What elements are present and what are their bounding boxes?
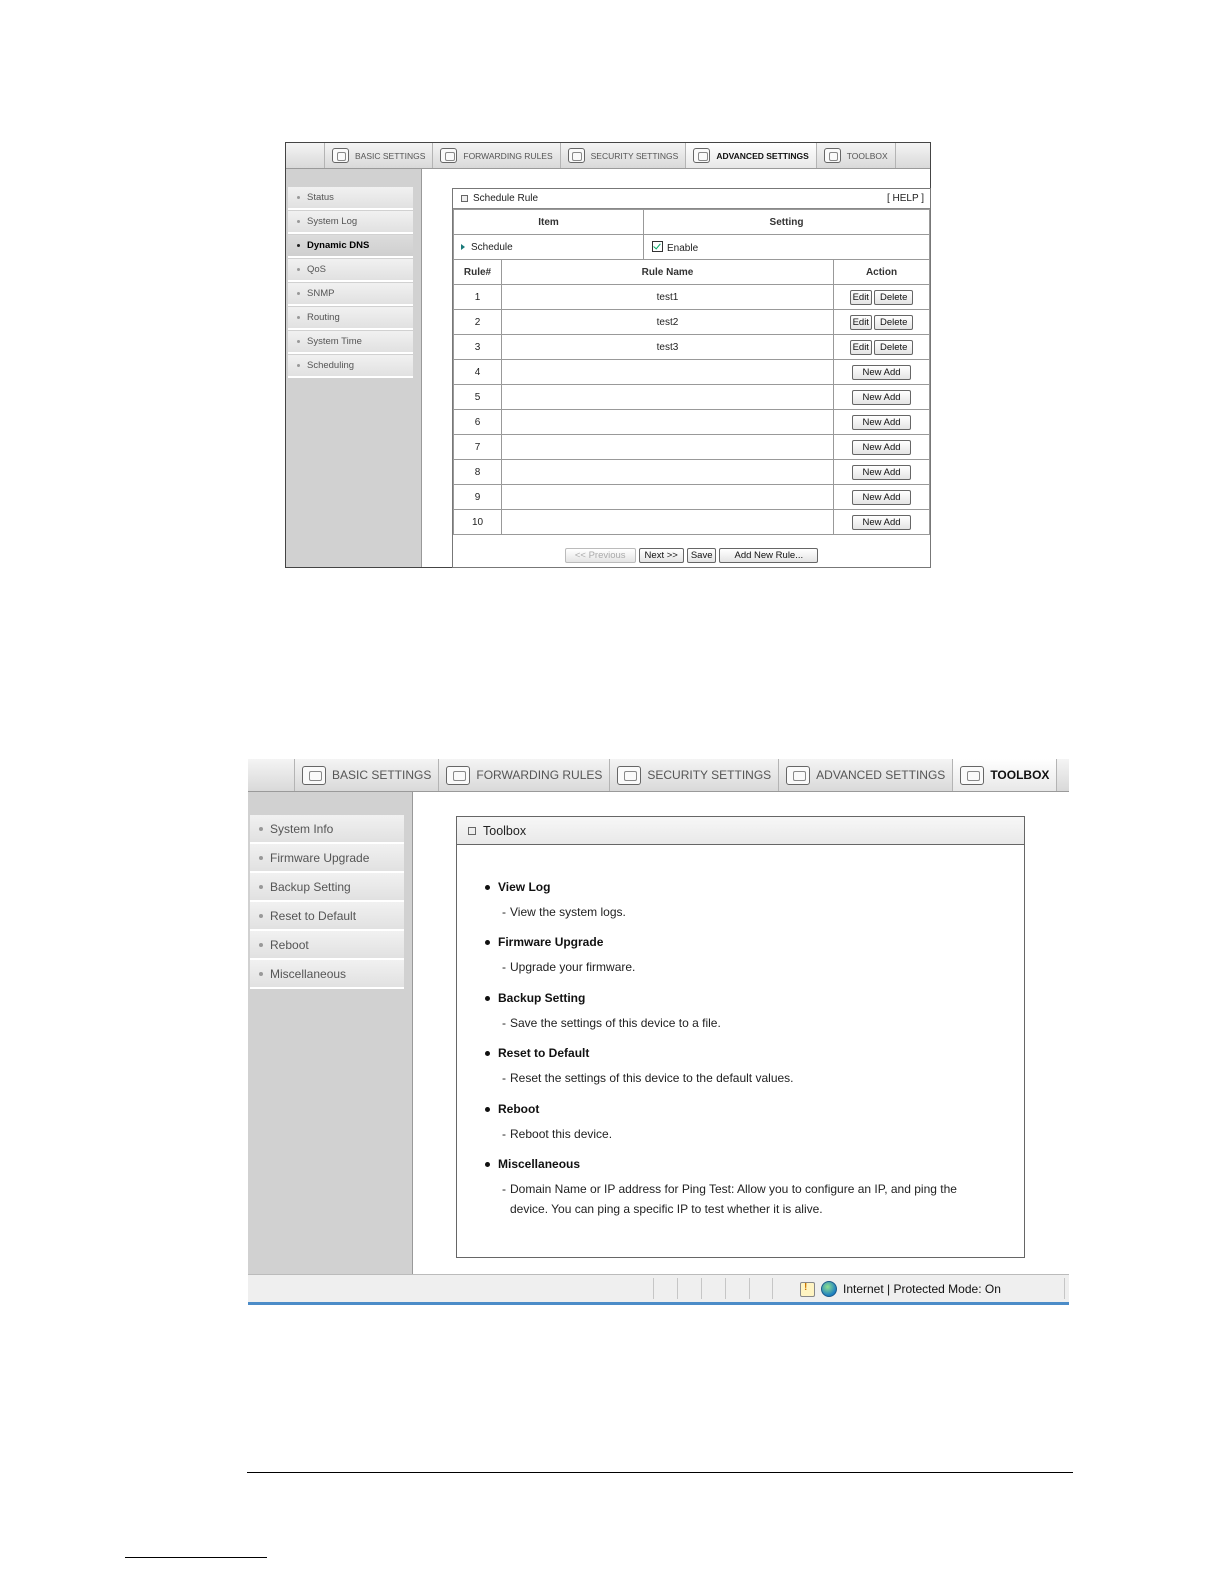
delete-button[interactable]: Delete bbox=[874, 290, 913, 305]
sidebar-item-label: QoS bbox=[307, 264, 327, 275]
tab-label: TOOLBOX bbox=[846, 150, 888, 161]
bullet-icon bbox=[485, 1051, 490, 1056]
table-row bbox=[454, 335, 930, 360]
rule-name bbox=[502, 510, 834, 535]
status-divider bbox=[701, 1278, 702, 1299]
item-description: - Domain Name or IP address for Ping Test: Allow you to configure an IP, and ping the device. You can ping a specific IP to test whether it is alive. bbox=[502, 1182, 957, 1216]
sidebar-item-snmp[interactable] bbox=[288, 283, 413, 306]
bullet-icon bbox=[485, 1162, 490, 1167]
list-item bbox=[485, 935, 994, 977]
action-cell bbox=[834, 435, 930, 460]
table-row bbox=[454, 385, 930, 410]
edit-button[interactable]: Edit bbox=[850, 290, 872, 305]
new-add-button[interactable]: New Add bbox=[852, 515, 910, 530]
rule-number-header: Rule# bbox=[454, 260, 502, 285]
reboot-link[interactable] bbox=[485, 1102, 994, 1116]
action-cell bbox=[834, 485, 930, 510]
top-tab-bar bbox=[286, 143, 930, 169]
browser-status-bar bbox=[248, 1274, 1069, 1305]
bullet-icon bbox=[259, 856, 263, 860]
rule-number: 8 bbox=[454, 460, 502, 485]
rule-name bbox=[502, 385, 834, 410]
table-row bbox=[454, 485, 930, 510]
sidebar-item-reboot[interactable] bbox=[250, 931, 404, 960]
notebook-icon bbox=[302, 766, 326, 785]
tab-label: BASIC SETTINGS bbox=[355, 150, 426, 161]
edit-button[interactable]: Edit bbox=[850, 340, 872, 355]
delete-button[interactable]: Delete bbox=[874, 315, 913, 330]
bullet-icon bbox=[297, 364, 300, 367]
chart-icon bbox=[693, 148, 710, 163]
rule-name: test2 bbox=[502, 310, 834, 335]
item-description-text: Upgrade your firmware. bbox=[510, 960, 636, 974]
tab-basic-settings[interactable] bbox=[324, 143, 433, 168]
status-divider bbox=[1064, 1278, 1065, 1299]
item-description: - Upgrade your firmware. bbox=[502, 960, 636, 974]
tab-label: TOOLBOX bbox=[990, 768, 1050, 782]
rule-name bbox=[502, 360, 834, 385]
item-title: View Log bbox=[498, 880, 551, 894]
bullet-icon bbox=[297, 316, 300, 319]
miscellaneous-link[interactable] bbox=[485, 1157, 994, 1171]
tab-basic-settings[interactable] bbox=[294, 759, 439, 791]
previous-button[interactable]: << Previous bbox=[565, 548, 636, 563]
sidebar-item-system-time[interactable] bbox=[288, 331, 413, 354]
toolbox-panel bbox=[456, 816, 1025, 1258]
status-divider bbox=[677, 1278, 678, 1299]
next-button[interactable]: Next >> bbox=[639, 548, 684, 563]
new-add-button[interactable]: New Add bbox=[852, 440, 910, 455]
list-item bbox=[485, 880, 994, 922]
new-add-button[interactable]: New Add bbox=[852, 490, 910, 505]
item-header: Item bbox=[454, 210, 644, 235]
sidebar-item-label: System Info bbox=[270, 821, 334, 836]
rule-name-header: Rule Name bbox=[502, 260, 834, 285]
status-divider bbox=[653, 1278, 654, 1299]
sidebar-item-label: Backup Setting bbox=[270, 879, 351, 894]
square-bullet-icon bbox=[461, 195, 468, 202]
tab-label: SECURITY SETTINGS bbox=[647, 768, 772, 782]
gear-icon bbox=[960, 766, 984, 785]
tab-forwarding-rules[interactable] bbox=[433, 143, 560, 168]
list-item bbox=[485, 1157, 994, 1219]
action-cell bbox=[834, 460, 930, 485]
bullet-icon bbox=[297, 196, 300, 199]
new-add-button[interactable]: New Add bbox=[852, 415, 910, 430]
table-row bbox=[454, 510, 930, 535]
tab-label: BASIC SETTINGS bbox=[332, 768, 432, 782]
schedule-item-table bbox=[453, 209, 930, 260]
sidebar-item-system-info[interactable] bbox=[250, 815, 404, 844]
action-cell bbox=[834, 335, 930, 360]
list-item bbox=[485, 1046, 994, 1088]
globe-icon bbox=[821, 1281, 837, 1297]
bullet-icon bbox=[485, 885, 490, 890]
new-add-button[interactable]: New Add bbox=[852, 465, 910, 480]
security-warning-icon bbox=[800, 1282, 815, 1297]
sidebar-item-backup-setting[interactable] bbox=[250, 873, 404, 902]
sidebar-item-label: Reboot bbox=[270, 937, 309, 952]
delete-button[interactable]: Delete bbox=[874, 340, 913, 355]
table-row bbox=[454, 285, 930, 310]
item-description-text: Save the settings of this device to a file. bbox=[510, 1016, 721, 1030]
sidebar-item-qos[interactable] bbox=[288, 259, 413, 282]
sidebar-item-dynamic-dns[interactable] bbox=[288, 235, 413, 258]
save-button[interactable]: Save bbox=[687, 548, 717, 563]
chart-icon bbox=[786, 766, 810, 785]
tab-advanced-settings[interactable] bbox=[686, 143, 816, 168]
list-item bbox=[485, 991, 994, 1033]
bullet-icon bbox=[297, 292, 300, 295]
schedule-label-cell bbox=[454, 235, 644, 260]
firmware-upgrade-link[interactable] bbox=[485, 935, 994, 949]
gear-icon bbox=[824, 148, 841, 163]
tab-label: FORWARDING RULES bbox=[476, 768, 603, 782]
item-description-text: Reboot this device. bbox=[510, 1127, 613, 1141]
enable-label: Enable bbox=[667, 242, 699, 254]
sidebar-item-label: Firmware Upgrade bbox=[270, 850, 370, 865]
item-description: - Reset the settings of this device to the default values. bbox=[502, 1071, 794, 1085]
zone-status-text: Internet | Protected Mode: On bbox=[843, 1282, 1001, 1296]
sidebar-item-reset-to-default[interactable] bbox=[250, 902, 404, 931]
sidebar-item-label: Routing bbox=[307, 312, 340, 323]
tab-forwarding-rules[interactable] bbox=[439, 759, 610, 791]
bullet-icon bbox=[485, 1107, 490, 1112]
item-title: Reset to Default bbox=[498, 1046, 590, 1060]
notebook-icon bbox=[332, 148, 349, 163]
bullet-icon bbox=[259, 972, 263, 976]
bullet-icon bbox=[485, 996, 490, 1001]
tab-advanced-settings[interactable] bbox=[779, 759, 953, 791]
pagination-bar bbox=[453, 548, 930, 563]
action-cell bbox=[834, 285, 930, 310]
arrow-right-icon bbox=[461, 244, 465, 250]
sidebar bbox=[248, 792, 413, 1275]
bullet-icon bbox=[259, 885, 263, 889]
rule-name bbox=[502, 435, 834, 460]
rule-name bbox=[502, 410, 834, 435]
rule-number: 7 bbox=[454, 435, 502, 460]
sidebar-item-label: System Time bbox=[307, 336, 362, 347]
rule-number: 5 bbox=[454, 385, 502, 410]
sidebar-item-scheduling[interactable] bbox=[288, 355, 413, 378]
tab-label: FORWARDING RULES bbox=[463, 150, 553, 161]
status-divider bbox=[772, 1278, 773, 1299]
tab-spacer bbox=[286, 143, 324, 168]
bullet-icon bbox=[259, 827, 263, 831]
bullet-icon bbox=[485, 940, 490, 945]
view-log-link[interactable] bbox=[485, 880, 994, 894]
toolbox-screenshot bbox=[248, 759, 1069, 1307]
rule-name: test1 bbox=[502, 285, 834, 310]
sidebar-item-firmware-upgrade[interactable] bbox=[250, 844, 404, 873]
backup-setting-link[interactable] bbox=[485, 991, 994, 1005]
panel-header bbox=[457, 817, 1024, 845]
tab-toolbox[interactable] bbox=[817, 143, 896, 168]
action-cell bbox=[834, 510, 930, 535]
table-row bbox=[454, 310, 930, 335]
item-description: - Save the settings of this device to a file. bbox=[502, 1016, 721, 1030]
shield-icon bbox=[617, 766, 641, 785]
new-add-button[interactable]: New Add bbox=[852, 365, 910, 380]
add-new-rule-button[interactable]: Add New Rule... bbox=[719, 548, 818, 563]
reset-to-default-link[interactable] bbox=[485, 1046, 994, 1060]
rule-name bbox=[502, 460, 834, 485]
action-cell bbox=[834, 310, 930, 335]
panel-header bbox=[453, 189, 930, 209]
rules-table bbox=[453, 259, 930, 535]
action-cell bbox=[834, 360, 930, 385]
rule-number: 9 bbox=[454, 485, 502, 510]
sidebar-item-status[interactable] bbox=[288, 187, 413, 210]
sidebar-item-label: Status bbox=[307, 192, 334, 203]
setting-header: Setting bbox=[644, 210, 930, 235]
sidebar-item-label: System Log bbox=[307, 216, 358, 227]
item-title: Firmware Upgrade bbox=[498, 935, 604, 949]
item-description-text: Reset the settings of this device to the default values. bbox=[510, 1071, 794, 1085]
tab-label: ADVANCED SETTINGS bbox=[816, 768, 946, 782]
bullet-icon bbox=[297, 220, 300, 223]
schedule-rule-panel bbox=[452, 188, 931, 568]
sidebar-item-label: SNMP bbox=[307, 288, 335, 299]
panel-title: Toolbox bbox=[483, 823, 527, 838]
sidebar-item-system-log[interactable] bbox=[288, 211, 413, 234]
tab-toolbox[interactable] bbox=[953, 759, 1057, 791]
arrows-icon bbox=[446, 766, 470, 785]
rule-number: 1 bbox=[454, 285, 502, 310]
tab-spacer bbox=[248, 759, 294, 791]
item-description-text: Domain Name or IP address for Ping Test: Allow you to configure an IP, and ping the device. You can ping a specific IP to test whether it is alive. bbox=[510, 1182, 957, 1216]
shield-icon bbox=[568, 148, 585, 163]
panel-title: Schedule Rule bbox=[473, 193, 539, 204]
status-divider bbox=[725, 1278, 726, 1299]
footnote-rule bbox=[125, 1557, 267, 1558]
item-description: - Reboot this device. bbox=[502, 1127, 613, 1141]
sidebar-item-label: Miscellaneous bbox=[270, 966, 347, 981]
top-tab-bar bbox=[248, 759, 1069, 792]
tab-label: ADVANCED SETTINGS bbox=[716, 150, 809, 161]
item-title: Miscellaneous bbox=[498, 1157, 581, 1171]
square-bullet-icon bbox=[468, 827, 476, 835]
item-description-text: View the system logs. bbox=[510, 905, 626, 919]
arrows-icon bbox=[440, 148, 457, 163]
page-footer-rule bbox=[247, 1472, 1073, 1473]
action-cell bbox=[834, 385, 930, 410]
rule-number: 10 bbox=[454, 510, 502, 535]
new-add-button[interactable]: New Add bbox=[852, 390, 910, 405]
item-title: Backup Setting bbox=[498, 991, 586, 1005]
action-header: Action bbox=[834, 260, 930, 285]
list-item bbox=[485, 1102, 994, 1144]
protected-mode-status[interactable] bbox=[800, 1281, 1001, 1297]
bullet-icon bbox=[297, 268, 300, 271]
schedule-label: Schedule bbox=[471, 241, 513, 253]
sidebar-item-label: Scheduling bbox=[307, 360, 355, 371]
schedule-rule-screenshot bbox=[285, 142, 931, 568]
tab-label: SECURITY SETTINGS bbox=[590, 150, 679, 161]
sidebar-item-label: Reset to Default bbox=[270, 908, 357, 923]
enable-cell bbox=[644, 235, 930, 260]
edit-button[interactable]: Edit bbox=[850, 315, 872, 330]
rule-number: 4 bbox=[454, 360, 502, 385]
table-row bbox=[454, 360, 930, 385]
sidebar bbox=[286, 169, 422, 567]
table-row bbox=[454, 435, 930, 460]
table-row bbox=[454, 460, 930, 485]
tab-security-settings[interactable] bbox=[561, 143, 687, 168]
sidebar-item-routing[interactable] bbox=[288, 307, 413, 330]
table-row bbox=[454, 410, 930, 435]
tab-security-settings[interactable] bbox=[610, 759, 779, 791]
sidebar-item-label: Dynamic DNS bbox=[307, 240, 370, 251]
rule-number: 6 bbox=[454, 410, 502, 435]
item-title: Reboot bbox=[498, 1102, 540, 1116]
rule-number: 3 bbox=[454, 335, 502, 360]
bullet-icon bbox=[297, 340, 300, 343]
rule-name: test3 bbox=[502, 335, 834, 360]
status-divider bbox=[749, 1278, 750, 1299]
action-cell bbox=[834, 410, 930, 435]
bullet-icon bbox=[297, 244, 300, 247]
bullet-icon bbox=[259, 943, 263, 947]
rule-number: 2 bbox=[454, 310, 502, 335]
sidebar-item-miscellaneous[interactable] bbox=[250, 960, 404, 989]
help-link[interactable]: [ HELP ] bbox=[886, 193, 924, 204]
rule-name bbox=[502, 485, 834, 510]
enable-checkbox[interactable] bbox=[652, 241, 663, 252]
item-description: - View the system logs. bbox=[502, 905, 626, 919]
bullet-icon bbox=[259, 914, 263, 918]
